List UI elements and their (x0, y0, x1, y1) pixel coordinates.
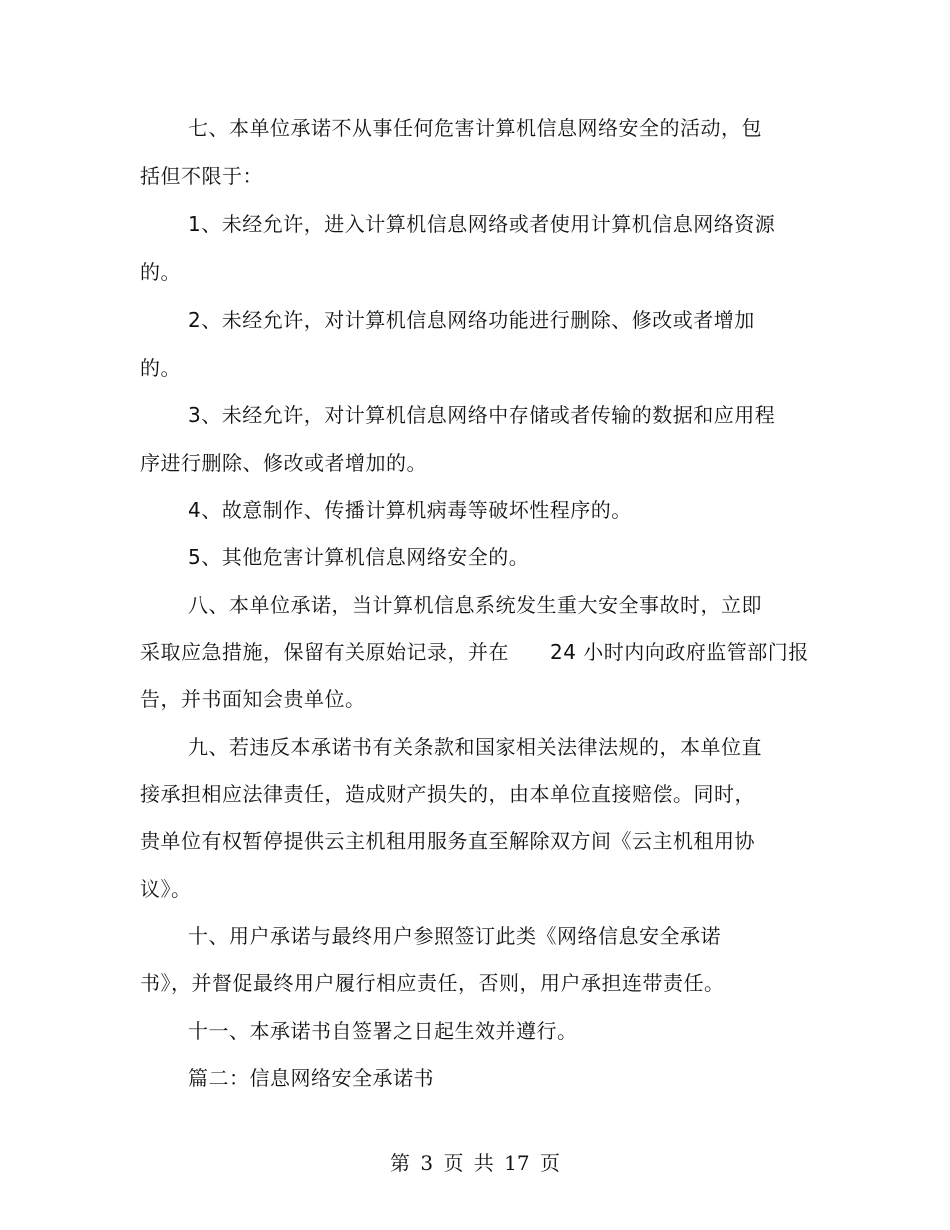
paragraph-line: 2、未经允许，对计算机信息网络功能进行删除、修改或者增加 (188, 308, 755, 332)
paragraph-line: 九、若违反本承诺书有关条款和国家相关法律法规的，本单位直 (188, 735, 762, 759)
paragraph-line: 序进行删除、修改或者增加的。 (140, 451, 427, 475)
paragraph-line: 采取应急措施，保留有关原始记录，并在 24 小时内向政府监管部门报 (140, 640, 809, 664)
page-number: 第 3 页 共 17 页 (390, 1151, 560, 1175)
paragraph-line: 的。 (140, 260, 181, 284)
paragraph-line: 接承担相应法律责任，造成财产损失的，由本单位直接赔偿。同时， (140, 782, 755, 806)
paragraph-line: 议》。 (140, 877, 192, 901)
paragraph-line: 的。 (140, 356, 181, 380)
paragraph-line: 告，并书面知会贵单位。 (140, 687, 366, 711)
paragraph-line: 1、未经允许，进入计算机信息网络或者使用计算机信息网络资源 (188, 212, 776, 236)
paragraph-line: 4、故意制作、传播计算机病毒等破坏性程序的。 (188, 498, 632, 522)
paragraph-line: 贵单位有权暂停提供云主机租用服务直至解除双方间《云主机租用协 (140, 829, 755, 853)
paragraph-line: 书》，并督促最终用户履行相应责任，否则，用户承担连带责任。 (140, 971, 725, 995)
paragraph-line: 七、本单位承诺不从事任何危害计算机信息网络安全的活动，包 (188, 116, 762, 140)
paragraph-line: 3、未经允许，对计算机信息网络中存储或者传输的数据和应用程 (188, 403, 776, 427)
paragraph-line: 5、其他危害计算机信息网络安全的。 (188, 545, 530, 569)
section-heading: 篇二：信息网络安全承诺书 (188, 1066, 434, 1090)
paragraph-line: 十一、本承诺书自签署之日起生效并遵行。 (188, 1019, 578, 1043)
paragraph-line: 八、本单位承诺，当计算机信息系统发生重大安全事故时，立即 (188, 593, 762, 617)
paragraph-line: 括但不限于： (140, 164, 263, 188)
paragraph-line: 十、用户承诺与最终用户参照签订此类《网络信息安全承诺 (188, 924, 721, 948)
